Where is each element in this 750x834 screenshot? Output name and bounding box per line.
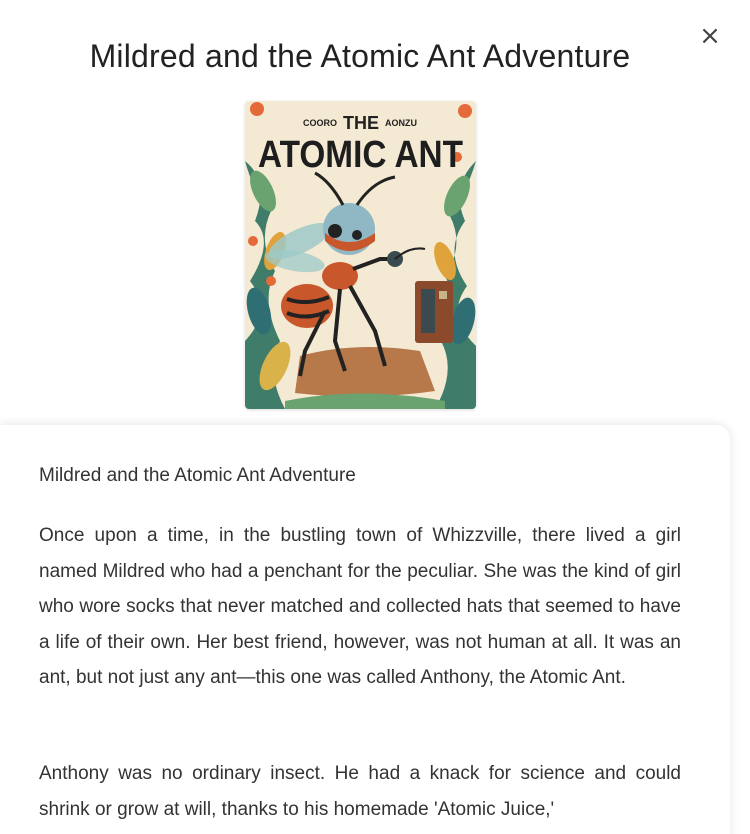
radio-device-illustration — [415, 281, 453, 343]
book-cover-image — [245, 101, 476, 409]
story-paragraph-1: Once upon a time, in the bustling town of Whizzville, there lived a girl named Mildred who had a penchant for the peculiar. She was the kind of girl who wore socks that never matched and collected hats that seemed to have a life of their own. Her best friend, however, was not human at all. It was an ant, but not just any ant—this one was called Anthony, the Atomic Ant. — [39, 525, 681, 688]
close-icon: × — [699, 21, 721, 51]
cover-text-right: AONZU — [385, 118, 417, 128]
cover-text-left: COORO — [303, 118, 338, 128]
page-title: Mildred and the Atomic Ant Adventure — [89, 38, 631, 74]
cover-headline: ATOMIC ANT — [258, 134, 463, 176]
story-content-card — [0, 425, 730, 834]
story-title: Mildred and the Atomic Ant Adventure — [39, 465, 356, 486]
cover-text-the: THE — [343, 113, 379, 133]
story-paragraph-2: Anthony was no ordinary insect. He had a knack for science and could shrink or grow at will, thanks to his homemade 'Atomic Juice,' — [39, 763, 681, 820]
